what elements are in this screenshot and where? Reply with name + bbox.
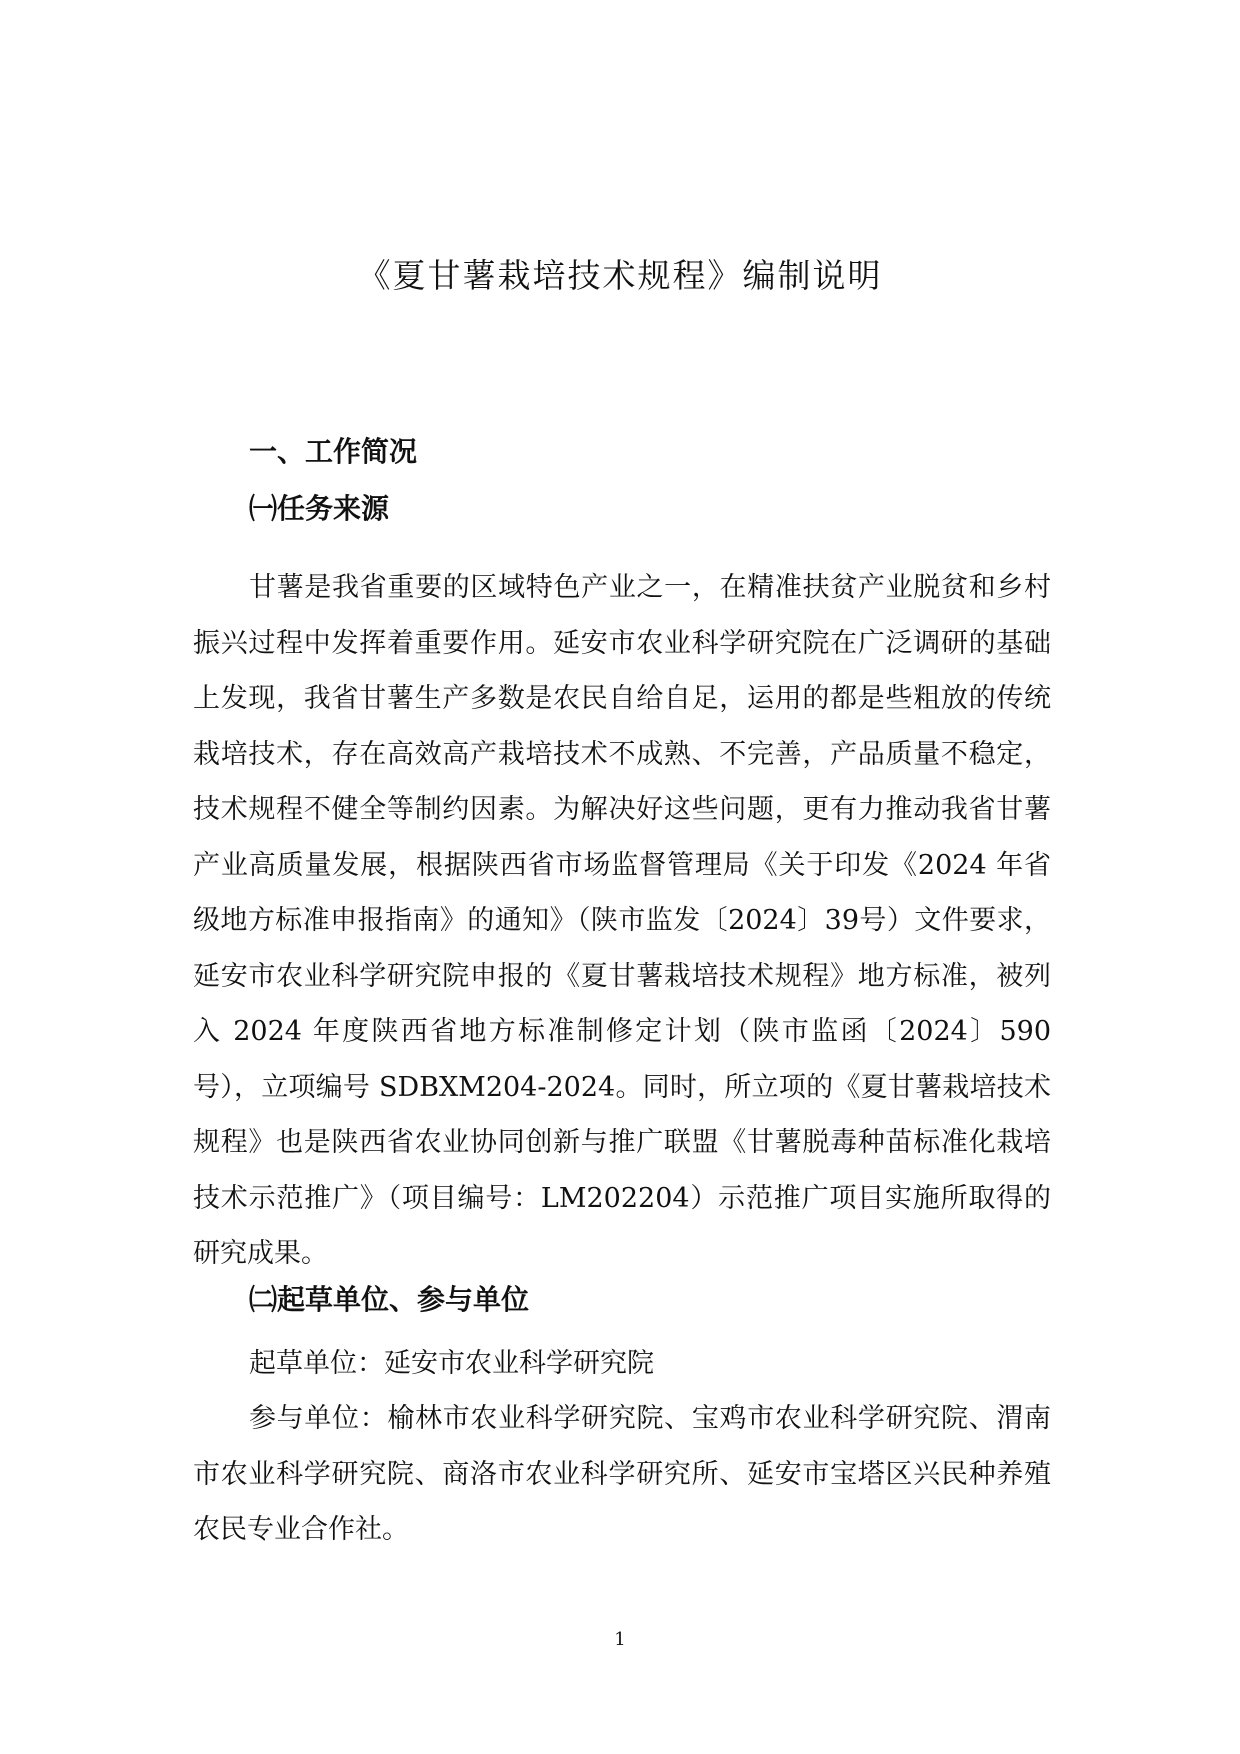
page-number: 1 [614, 1629, 626, 1650]
subsection-heading-task-source: ㈠任务来源 [249, 492, 390, 525]
subsection-heading-drafting-units: ㈡起草单位、参与单位 [249, 1283, 530, 1316]
document-title: 《夏甘薯栽培技术规程》编制说明 [357, 256, 883, 295]
section-heading-work-overview: 一、工作简况 [249, 435, 418, 468]
paragraph-drafting-unit: 起草单位：延安市农业科学研究院 [249, 1348, 654, 1379]
paragraph-participating-units: 参与单位：榆林市农业科学研究院、宝鸡市农业科学研究院、渭南市农业科学研究院、商洛市农业科学研究所、延安市宝塔区兴民种养殖农民专业合作社。 [193, 1403, 1051, 1545]
paragraph-task-source: 甘薯是我省重要的区域特色产业之一，在精准扶贫产业脱贫和乡村振兴过程中发挥着重要作用。延安市农业科学研究院在广泛调研的基础上发现，我省甘薯生产多数是农民自给自足，运用的都是些粗放的传统栽培技术，存在高效高产栽培技术不成熟、不完善，产品质量不稳定，技术规程不健全等制约因素。为解决好这些问题，更有力推动我省甘薯产业高质量发展，根据陕西省市场监督管理局《关于印发《2024 年省级地方标准申报指南》的通知》（陕市监发〔2024〕39号）文件要求，延安市农业科学研究院申报的《夏甘薯栽培技术规程》地方标准，被列入 2024 年度陕西省地方标准制修定计划（陕市监函〔2024〕590 号），立项编号 SDBXM204-2024。同时，所立项的《夏甘薯栽培技术规程》也是陕西省农业协同创新与推广联盟《甘薯脱毒种苗标准化栽培技术示范推广》（项目编号：LM202204）示范推广项目实施所取得的研究成果。 [193, 572, 1051, 1269]
